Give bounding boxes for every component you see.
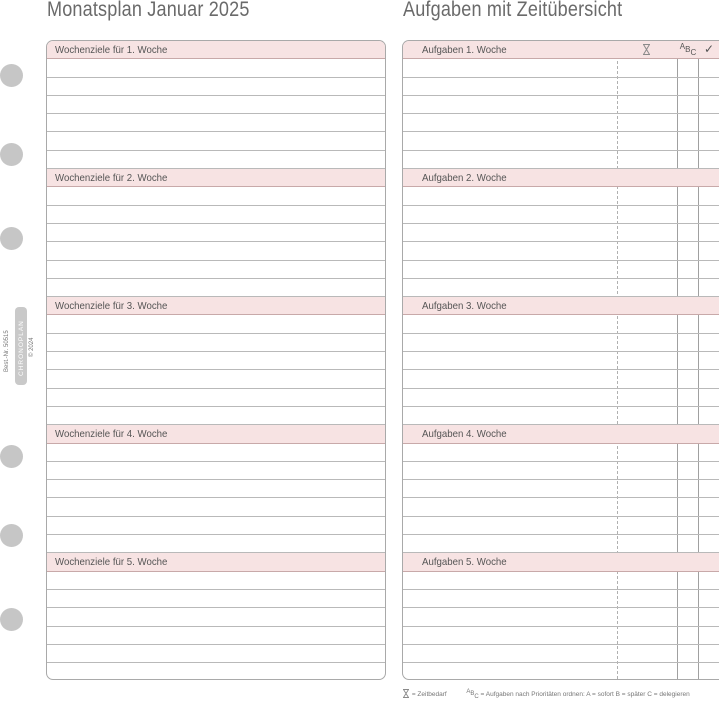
right-writing-line[interactable] <box>403 96 719 114</box>
right-section-label: Aufgaben 4. Woche <box>422 428 507 441</box>
binder-hole <box>0 608 23 631</box>
left-page-title: Monatsplan Januar 2025 <box>47 0 250 21</box>
right-writing-line[interactable] <box>403 352 719 370</box>
copyright: © 2024 <box>29 337 35 357</box>
binder-hole <box>0 143 23 166</box>
right-writing-line[interactable] <box>403 224 719 242</box>
right-writing-line[interactable] <box>403 535 719 553</box>
right-writing-line[interactable] <box>403 499 719 517</box>
left-section-label: Wochenziele für 5. Woche <box>55 556 168 569</box>
right-writing-line[interactable] <box>403 59 719 77</box>
binder-hole <box>0 445 23 468</box>
right-writing-line[interactable] <box>403 187 719 205</box>
binder-hole <box>0 227 23 250</box>
left-section-label: Wochenziele für 4. Woche <box>55 428 168 441</box>
right-section-label: Aufgaben 2. Woche <box>422 172 507 185</box>
left-writing-line[interactable] <box>47 370 385 388</box>
left-writing-line[interactable] <box>47 151 385 169</box>
binder-hole <box>0 524 23 547</box>
legend-time-text: = Zeitbedarf <box>411 691 447 698</box>
right-writing-line[interactable] <box>403 279 719 297</box>
left-writing-line[interactable] <box>47 389 385 407</box>
right-section-header <box>403 553 719 571</box>
hourglass-icon <box>402 689 410 700</box>
right-section-header <box>403 297 719 315</box>
right-writing-line[interactable] <box>403 242 719 260</box>
left-section-label: Wochenziele für 2. Woche <box>55 172 168 185</box>
left-writing-line[interactable] <box>47 590 385 608</box>
right-section-header <box>403 169 719 187</box>
left-writing-line[interactable] <box>47 352 385 370</box>
left-section-label: Wochenziele für 1. Woche <box>55 44 168 56</box>
left-section-header <box>47 169 385 187</box>
left-writing-line[interactable] <box>47 187 385 205</box>
right-writing-line[interactable] <box>403 370 719 388</box>
left-writing-line[interactable] <box>47 316 385 334</box>
right-section-header <box>403 41 719 59</box>
left-writing-line[interactable] <box>47 261 385 279</box>
right-writing-line[interactable] <box>403 206 719 224</box>
left-writing-line[interactable] <box>47 114 385 132</box>
legend-priority-text: = Aufgaben nach Prioritäten ordnen: A = sofort B = später C = delegieren <box>480 691 690 698</box>
right-writing-line[interactable] <box>403 627 719 645</box>
right-writing-line[interactable] <box>403 334 719 352</box>
tasks-panel <box>402 40 719 680</box>
right-writing-line[interactable] <box>403 389 719 407</box>
right-section-header <box>403 425 719 443</box>
right-writing-line[interactable] <box>403 444 719 462</box>
left-writing-line[interactable] <box>47 444 385 462</box>
order-number: Best.-Nr. 50515 <box>4 330 10 372</box>
left-writing-line[interactable] <box>47 572 385 590</box>
brand-name: CHRONOPLAN <box>18 320 25 376</box>
binder-hole <box>0 64 23 87</box>
left-writing-line[interactable] <box>47 334 385 352</box>
right-writing-line[interactable] <box>403 572 719 590</box>
left-section-header <box>47 425 385 443</box>
right-section-label: Aufgaben 5. Woche <box>422 556 507 569</box>
legend <box>402 689 690 700</box>
priority-column-header: $^AB_C$ <box>679 42 697 57</box>
left-section-label: Wochenziele für 3. Woche <box>55 300 168 313</box>
right-writing-line[interactable] <box>403 133 719 151</box>
left-writing-line[interactable] <box>47 96 385 114</box>
left-writing-line[interactable] <box>47 645 385 663</box>
left-writing-line[interactable] <box>47 224 385 242</box>
weekly-goals-panel <box>46 40 386 680</box>
right-writing-line[interactable] <box>403 645 719 663</box>
hourglass-icon <box>639 44 653 62</box>
left-writing-line[interactable] <box>47 407 385 425</box>
checkmark-icon: ✓ <box>703 42 715 56</box>
right-page-title: Aufgaben mit Zeitübersicht <box>403 0 623 21</box>
right-writing-line[interactable] <box>403 663 719 680</box>
left-section-header <box>47 553 385 571</box>
left-writing-line[interactable] <box>47 517 385 535</box>
left-writing-line[interactable] <box>47 663 385 680</box>
left-writing-line[interactable] <box>47 279 385 297</box>
right-writing-line[interactable] <box>403 78 719 96</box>
right-section-label: Aufgaben 3. Woche <box>422 300 507 313</box>
left-writing-line[interactable] <box>47 462 385 480</box>
left-writing-line[interactable] <box>47 242 385 260</box>
left-writing-line[interactable] <box>47 206 385 224</box>
left-writing-line[interactable] <box>47 535 385 553</box>
left-section-header <box>47 297 385 315</box>
left-writing-line[interactable] <box>47 627 385 645</box>
left-writing-line[interactable] <box>47 78 385 96</box>
right-writing-line[interactable] <box>403 517 719 535</box>
right-writing-line[interactable] <box>403 590 719 608</box>
left-section-header <box>47 41 385 59</box>
right-section-label: Aufgaben 1. Woche <box>422 44 507 56</box>
left-writing-line[interactable] <box>47 499 385 517</box>
right-writing-line[interactable] <box>403 261 719 279</box>
right-writing-line[interactable] <box>403 480 719 498</box>
abc-icon: ABC <box>466 689 479 700</box>
left-writing-line[interactable] <box>47 133 385 151</box>
left-writing-line[interactable] <box>47 59 385 77</box>
right-writing-line[interactable] <box>403 316 719 334</box>
left-writing-line[interactable] <box>47 608 385 626</box>
right-writing-line[interactable] <box>403 407 719 425</box>
right-writing-line[interactable] <box>403 114 719 132</box>
right-writing-line[interactable] <box>403 608 719 626</box>
right-writing-line[interactable] <box>403 151 719 169</box>
left-writing-line[interactable] <box>47 480 385 498</box>
right-writing-line[interactable] <box>403 462 719 480</box>
